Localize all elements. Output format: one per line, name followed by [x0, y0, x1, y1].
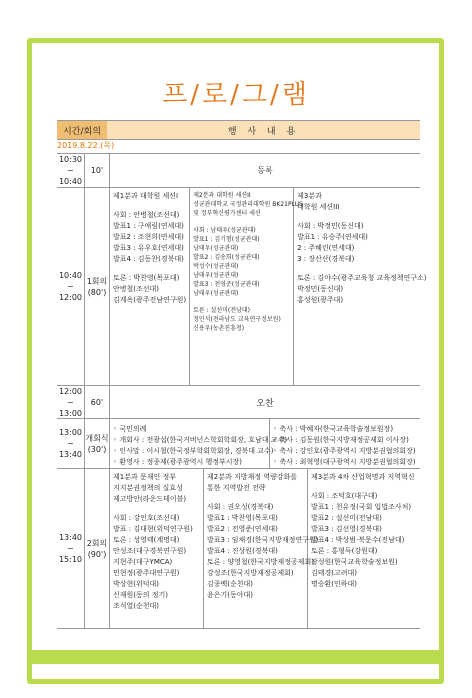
text-line: 13:00	[58, 408, 83, 418]
text-line: (90')	[87, 549, 107, 559]
text-line: 신용우(농촌진흥청)	[193, 325, 245, 332]
text-line: 박정민(동신대)	[297, 285, 344, 293]
header-content: 행 사 내 용	[107, 121, 420, 139]
text-line: 발표1 : 구애림(연세대)	[113, 222, 184, 230]
text-line: 10:40	[58, 271, 83, 280]
text-line: 강성조(한국지방재정공제회)	[207, 569, 294, 577]
bottom-bar	[27, 650, 444, 664]
text-line: ◦ 축사 : 김동원(한국지방재정공제회 이사장)	[273, 436, 409, 444]
text-line	[113, 202, 186, 210]
text-line: 지지분권정책의 실효성	[113, 484, 183, 492]
text-line: 제2분과 지방재정 역량강화를	[207, 473, 298, 481]
text-line: 통한 지역발전 전략	[207, 484, 266, 492]
text-line: 12:00	[58, 386, 83, 396]
text-line: 제3분과 4차 산업혁명과 지역혁신	[311, 473, 415, 481]
text-line: 13:40	[58, 450, 83, 459]
text-line: ◦ 국민의례	[113, 425, 147, 433]
text-line	[113, 265, 186, 273]
row-session-1	[57, 188, 427, 386]
lunch-label: 오찬	[256, 398, 274, 409]
text-line: 명승환(인하대)	[311, 580, 358, 588]
text-line: 발표1 : 박찬영(목포대)	[207, 514, 278, 522]
text-line: 사회 : 권오성(경북대)	[207, 503, 274, 511]
text-line: 김계옥(광주전남연구원)	[113, 296, 187, 304]
text-line: 토론 : 설선미(전남대)	[193, 307, 250, 314]
opening-ceremony-left	[110, 419, 288, 468]
text-line	[207, 494, 304, 502]
registration-label: 등록	[257, 166, 273, 175]
text-line: 발표4 : 진상원(경북대)	[207, 547, 278, 555]
text-line	[193, 298, 290, 306]
text-line: 발표3 : 유우호(연세대)	[113, 244, 184, 252]
text-line: 발표1 : 유승주(연세대)	[297, 233, 368, 241]
text-line: 김종백(순천대)	[207, 580, 254, 588]
text-line: 사회 : 강인호(조선대)	[113, 514, 180, 522]
text-line: ◦ 개회사 : 전광섭(한국거버넌스학회학회장, 호남대 교수)	[113, 436, 288, 444]
text-line: 토론 : 김아수(광주교육청 교육정책연구소)	[297, 274, 427, 282]
time-cell	[57, 188, 85, 385]
text-line: 10'	[90, 166, 104, 175]
text-line: 조석열(순천대)	[113, 602, 160, 610]
time-cell	[57, 419, 85, 468]
text-line: ◦ 축사 : 강인호(광주광역시 지방분권협의회장)	[273, 447, 416, 455]
text-line: ◦ 환영사 : 정종제(광주광역시 행정부시장)	[113, 458, 243, 466]
time-cell	[57, 154, 85, 187]
text-line	[297, 213, 426, 221]
text-line: 박상현(위덕대)	[113, 580, 160, 588]
text-line: (30')	[87, 444, 107, 454]
table-header	[57, 120, 420, 140]
text-line: 발표3 : 임채경(한국지방재정연구원)	[207, 536, 319, 544]
text-line: 13:00	[58, 428, 83, 437]
text-line: ◦ 축사 : 최혁영(대구광역시 지방분권협의회장)	[273, 458, 416, 466]
text-line: 발표2 : 조현희(연세대)	[113, 233, 184, 241]
text-line: 홍성원(광주대)	[297, 296, 344, 304]
text-line: ◦ 인사말 : 이시철(한국정부학회학회장, 경북대 교수)	[113, 447, 274, 455]
text-line: 10:40	[58, 177, 83, 186]
time-cell	[57, 386, 85, 418]
text-line: ~	[67, 544, 74, 553]
row-opening	[57, 419, 420, 469]
time-cell	[57, 469, 85, 628]
text-line: 발표3 : 김선영(경북대)	[311, 525, 382, 533]
text-line: 사회 : 남태우(성균관대)	[193, 227, 256, 234]
text-line: 2회의	[86, 538, 108, 548]
duration-cell	[85, 386, 110, 418]
text-line: 남태우(성균관대)	[193, 272, 239, 279]
duration-cell	[85, 469, 110, 628]
text-line: 안성조(대구경북연구원)	[113, 547, 187, 555]
text-line: 윤은기(동아대)	[207, 591, 254, 599]
text-line: 2 : 주혜린(연세대)	[297, 244, 355, 252]
schedule-table	[57, 153, 427, 629]
text-line: 남태우(성균관대)	[193, 290, 239, 297]
session1-track3	[294, 188, 429, 385]
header-time: 시간/회의	[57, 121, 107, 139]
row-registration	[57, 154, 420, 188]
text-line: 성균관대학교 국정관리대학원 BK21PLUS	[193, 201, 303, 208]
text-line: 사회 : 박정민(동신대)	[297, 222, 364, 230]
text-line: 사회 : 조덕호(대구대)	[311, 492, 378, 500]
text-line: 신재원(동의 정기)	[113, 591, 169, 599]
text-line: 13:40	[58, 533, 83, 542]
text-line: ~	[67, 439, 74, 448]
text-line: 토론 : 박찬영(목포대)	[113, 274, 180, 282]
text-line: 15:10	[58, 555, 83, 564]
text-line: (80')	[87, 287, 107, 297]
row-lunch	[57, 386, 420, 419]
session2-track2	[204, 469, 319, 628]
text-line: 박성수(성균관대)	[193, 263, 239, 270]
session2-track3	[308, 469, 420, 628]
text-line: 60'	[90, 397, 104, 407]
text-line: 발표4 : 김동찬(경북대)	[113, 255, 184, 263]
text-line: 3 : 장산산(경북대)	[297, 255, 355, 263]
text-line: 대학원 세션III	[297, 203, 340, 211]
page-title: 프/로/그/램	[162, 80, 310, 110]
text-line: 정민석(전라남도 교육연구정보원)	[193, 316, 281, 323]
text-line: 개회식	[85, 433, 109, 443]
text-line: 토론 : 홍형득(강원대)	[311, 547, 378, 555]
text-line: 남태우(성균관대)	[193, 245, 239, 252]
text-line: 발표2 : 설선미(전남대)	[311, 514, 382, 522]
text-line: 1회의	[86, 276, 108, 286]
text-line	[311, 483, 417, 491]
duration-cell	[85, 419, 110, 468]
text-line: 및 정부혁신평가센터 세션	[193, 210, 261, 217]
text-line: 발표2 : 전영준(연세대)	[207, 525, 278, 533]
session2-track1	[110, 469, 204, 628]
text-line: 제1분과 문재인 정부	[113, 473, 176, 481]
text-line: ◦ 축사 : 박혜자(한국교육학술정보원장)	[273, 425, 394, 433]
text-line: 토론 : 성영태(계명대)	[113, 536, 180, 544]
text-line: 12:00	[58, 293, 83, 302]
text-line: ~	[67, 166, 74, 175]
text-line: 제2분과 대학원 세션II	[193, 192, 251, 199]
text-line: 발표3 : 천영준(성균관대)	[193, 281, 260, 288]
text-line: 토론 : 양영철(한국지방재정공제회)	[207, 558, 314, 566]
text-line: 민현정(광주대연구원)	[113, 569, 180, 577]
text-line: 발표4 : 박상범·북문수(전남대)	[311, 536, 405, 544]
session1-track1	[110, 188, 190, 385]
event-date: 2019.8.22.(목)	[57, 141, 115, 150]
text-line: 장성원(한국교육학술정보원)	[311, 558, 398, 566]
text-line: 발표2 : 김송희(성균관대)	[193, 254, 260, 261]
text-line	[193, 218, 290, 226]
text-line: 발표 : 김대현(위덕연구원)	[113, 525, 193, 533]
duration-cell	[85, 154, 110, 187]
text-line: 제3분과	[297, 192, 322, 200]
text-line: 지현주(대구YMCA)	[113, 558, 173, 566]
session1-track2	[190, 188, 303, 385]
text-line: 사회 : 안병철(조선대)	[113, 211, 180, 219]
text-line: 발표1 : 김기형(성균관대)	[193, 236, 260, 243]
text-line: ~	[67, 397, 74, 407]
text-line: 발표1 : 천유정(국회 입법조사처)	[311, 503, 412, 511]
text-line	[113, 505, 200, 513]
row-session-2	[57, 469, 420, 629]
text-line: 제1분과 대학원 세션I	[113, 192, 179, 200]
text-line: 안병철(조선대)	[113, 285, 160, 293]
text-line	[297, 265, 426, 273]
duration-cell	[85, 188, 110, 385]
text-line: 10:30	[58, 155, 83, 164]
text-line: 김태경(고려대)	[311, 569, 358, 577]
text-line: ~	[67, 282, 74, 291]
text-line: 제고방안(라운드테이블)	[113, 495, 187, 503]
opening-ceremony-right	[270, 419, 420, 468]
